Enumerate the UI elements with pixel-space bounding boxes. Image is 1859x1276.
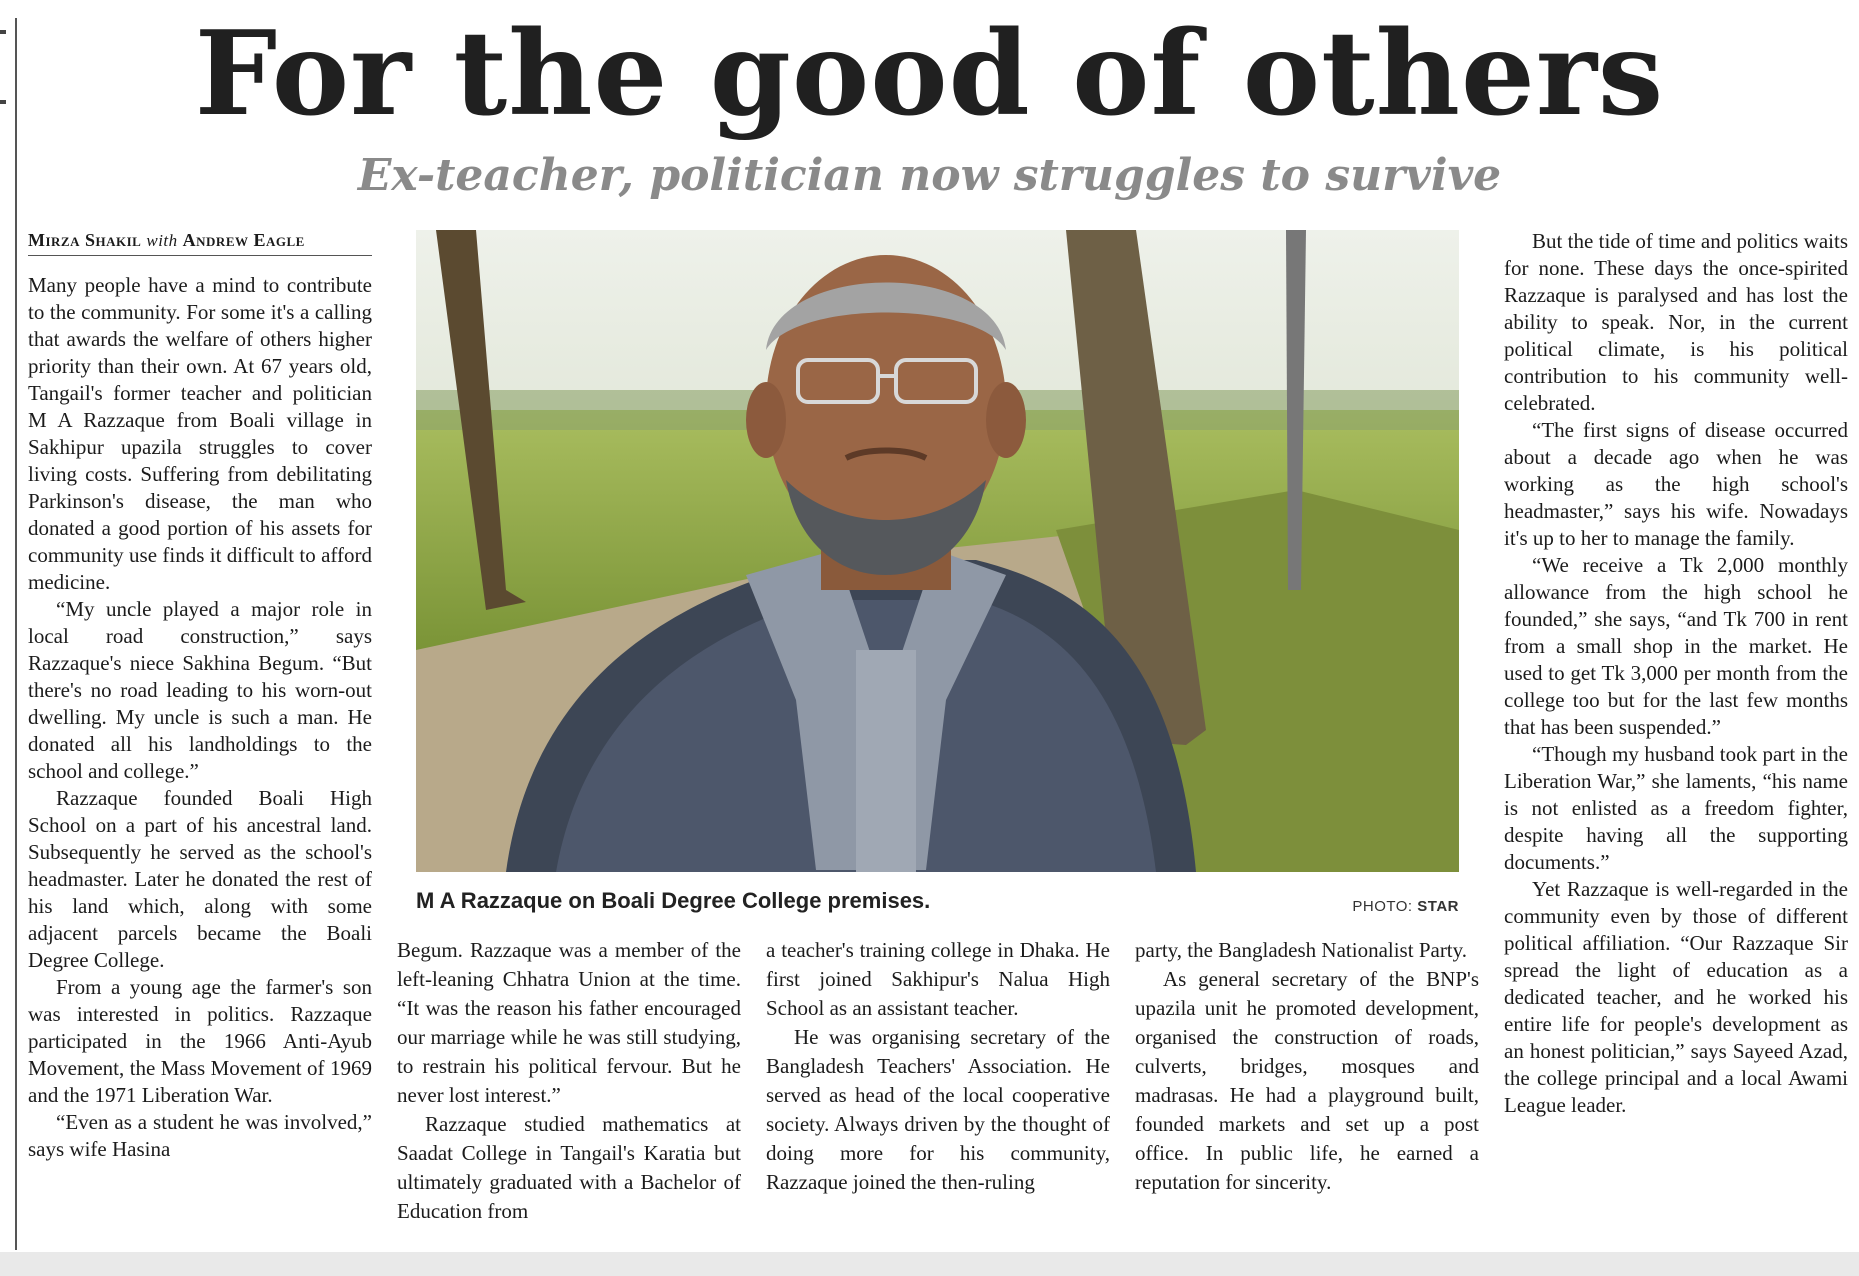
byline-author-2: Andrew Eagle xyxy=(182,230,305,250)
article-column-2 xyxy=(397,936,741,1226)
paragraph: Many people have a mind to contribute to the community. For some it's a calling that awards the welfare of others higher priority than their own. At 67 years old, Tangail's former teacher and politician M A Razzaque from Boali village in Sakhipur upazila struggles to cover living costs. Suffering from debilitating Parkinson's disease, the man who donated a good portion of his assets for community use finds it difficult to afford medicine. xyxy=(28,273,372,594)
byline xyxy=(28,230,372,256)
paragraph: As general secretary of the BNP's upazila unit he promoted development, organised the construction of roads, culverts, bridges, mosques and madrasas. He had a playground built, founded markets and set up a post office. In public life, he earned a reputation for sincerity. xyxy=(1135,967,1479,1194)
article-column-3 xyxy=(766,936,1110,1197)
left-column-rule xyxy=(15,18,17,1250)
article-column-5 xyxy=(1504,228,1848,1119)
article-column-1 xyxy=(28,272,372,1163)
paragraph: From a young age the farmer's son was interested in politics. Razzaque participated in the 1966 Anti-Ayub Movement, the Mass Movement of 1969 and the 1971 Liberation War. xyxy=(28,975,372,1107)
paragraph: “We receive a Tk 2,000 monthly allowance from the high school he founded,” she says, “and Tk 700 in rent from a small shop in the market. He used to get Tk 3,000 per month from the college too but for the last few months that has been suspended.” xyxy=(1504,553,1848,739)
paragraph: party, the Bangladesh Nationalist Party. xyxy=(1135,938,1468,962)
subheadline: Ex-teacher, politician now struggles to survive xyxy=(357,150,1502,201)
page-bottom-band xyxy=(0,1252,1859,1276)
byline-author-1: Mirza Shakil xyxy=(28,230,142,250)
article-photo xyxy=(416,230,1459,872)
photo-caption: M A Razzaque on Boali Degree College premises. xyxy=(416,888,931,913)
paragraph: Razzaque studied mathematics at Saadat College in Tangail's Karatia but ultimately graduated with a Bachelor of Education from xyxy=(397,1112,741,1223)
paragraph: “Though my husband took part in the Liberation War,” she laments, “his name is not enlisted as a freedom fighter, despite having all the supporting documents.” xyxy=(1504,742,1848,874)
paragraph: “Even as a student he was involved,” says wife Hasina xyxy=(28,1110,372,1161)
paragraph: a teacher's training college in Dhaka. He first joined Sakhipur's Nalua High School as an assistant teacher. xyxy=(766,938,1110,1020)
paragraph: “My uncle played a major role in local road construction,” says Razzaque's niece Sakhina Begum. “But there's no road leading to his worn-out dwelling. My uncle is such a man. He donated all his landholdings to the school and college.” xyxy=(28,597,372,783)
byline-with: with xyxy=(146,231,178,250)
paragraph: He was organising secretary of the Bangladesh Teachers' Association. He served as head of the local cooperative society. Always driven by the thought of doing more for his community, Razzaque joined the then-ruling xyxy=(766,1025,1110,1194)
paragraph: Begum. Razzaque was a member of the left-leaning Chhatra Union at the time. “It was the reason his father encouraged our marriage while he was still studying, to restrain his political fervour. But he never lost interest.” xyxy=(397,938,741,1107)
paragraph: Yet Razzaque is well-regarded in the community even by those of different political affiliation. “Our Razzaque Sir spread the light of education as a dedicated teacher, and he worked his entire life for people's development as an honest politician,” says Sayeed Azad, the college principal and a local Awami League leader. xyxy=(1504,877,1848,1117)
paragraph: Razzaque founded Boali High School on a part of his ancestral land. Subsequently he served as the school's headmaster. Later he donated the rest of his land which, along with some adjacent parcels became the Boali Degree College. xyxy=(28,786,372,972)
paragraph: “The first signs of disease occurred about a decade ago when he was working as the high school's headmaster,” says his wife. Nowadays it's up to her to manage the family. xyxy=(1504,418,1848,550)
article-column-4 xyxy=(1135,936,1479,1197)
headline: For the good of others xyxy=(194,6,1665,142)
paragraph: But the tide of time and politics waits for none. These days the once-spirited Razzaque is paralysed and has lost the ability to speak. Nor, in the current political climate, is his political contribution to his community well-celebrated. xyxy=(1504,229,1848,415)
photo-credit-source: STAR xyxy=(1417,898,1459,915)
photo-credit xyxy=(1250,898,1459,915)
portrait-image xyxy=(416,230,1459,872)
photo-credit-prefix: PHOTO: xyxy=(1352,898,1413,915)
